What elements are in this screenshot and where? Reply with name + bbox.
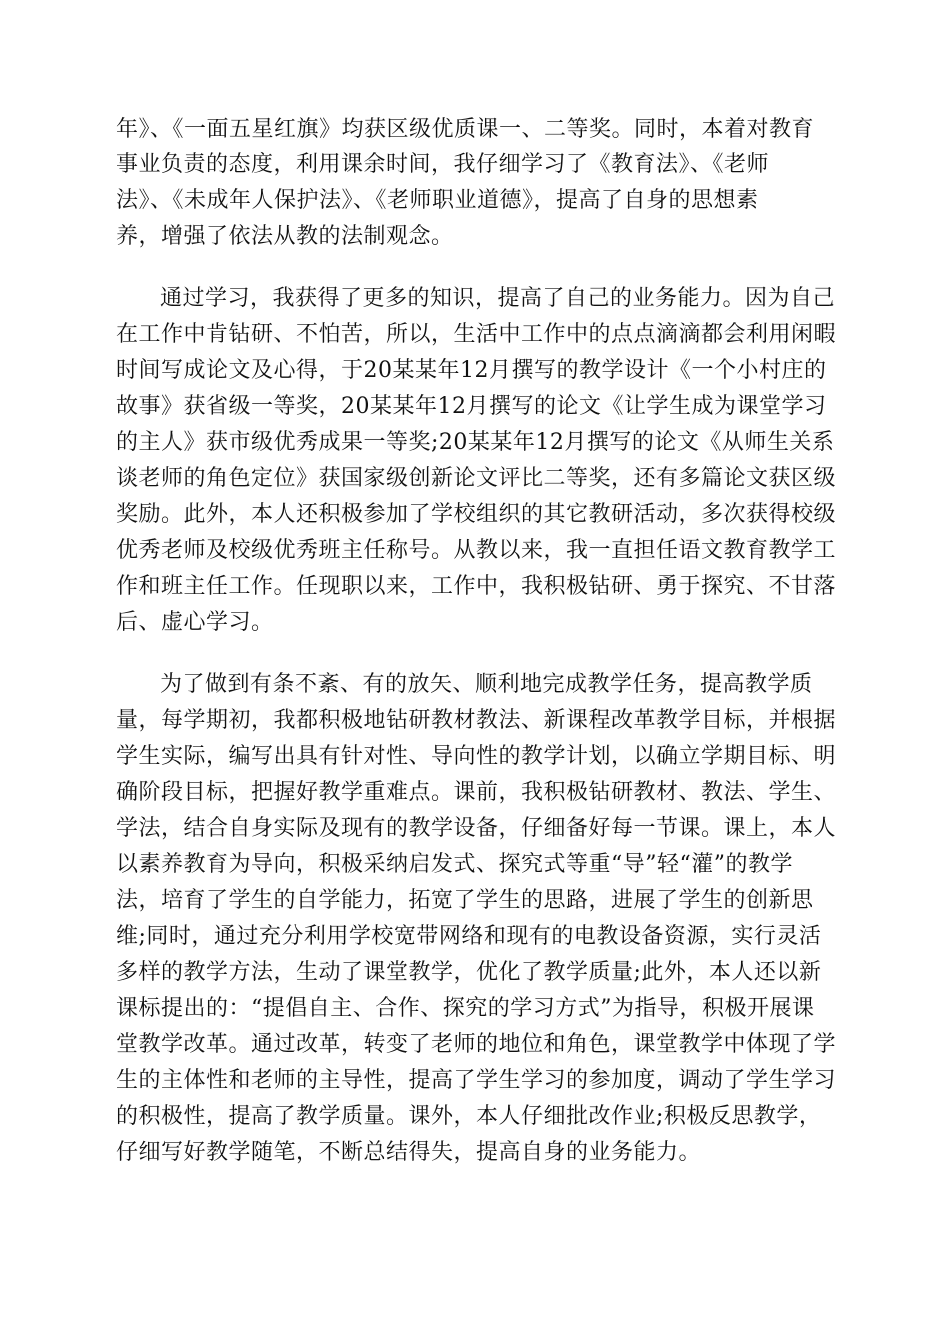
text-line: 学法，结合自身实际及现有的教学设备，仔细备好每一节课。课上，本人 bbox=[116, 816, 837, 841]
text-line: 堂教学改革。通过改革，转变了老师的地位和角色，课堂教学中体现了学 bbox=[116, 1032, 837, 1057]
text-line: 法，培育了学生的自学能力，拓宽了学生的思路，进展了学生的创新思 bbox=[116, 888, 814, 913]
text-line: 的积极性，提高了教学质量。课外，本人仔细批改作业;积极反思教学， bbox=[116, 1104, 822, 1129]
text-line: 谈老师的角色定位》获国家级创新论文评比二等奖，还有多篇论文获区级 bbox=[116, 466, 837, 491]
text-line: 量，每学期初，我都积极地钻研教材教法、新课程改革教学目标，并根据 bbox=[116, 708, 837, 733]
text-line: 课标提出的：“提倡自主、合作、探究的学习方式”为指导，积极开展课 bbox=[116, 996, 815, 1021]
text-line: 仔细写好教学随笔，不断总结得失，提高自身的业务能力。 bbox=[116, 1140, 702, 1165]
text-line: 故事》获省级一等奖，20某某年12月撰写的论文《让学生成为课堂学习 bbox=[116, 394, 827, 419]
text-line: 养，增强了依法从教的法制观念。 bbox=[116, 224, 454, 249]
text-line: 奖励。此外，本人还积极参加了学校组织的其它教研活动，多次获得校级 bbox=[116, 502, 837, 527]
text-line: 的主人》获市级优秀成果一等奖;20某某年12月撰写的论文《从师生关系 bbox=[116, 430, 835, 455]
text-line: 年》、《一面五星红旗》均获区级优质课一、二等奖。同时，本着对教育 bbox=[116, 117, 815, 142]
text-line: 在工作中肯钻研、不怕苦，所以，生活中工作中的点点滴滴都会利用闲暇 bbox=[116, 322, 837, 347]
text-line: 通过学习，我获得了更多的知识，提高了自己的业务能力。因为自己 bbox=[160, 286, 836, 311]
text-line: 事业负责的态度，利用课余时间，我仔细学习了《教育法》、《老师 bbox=[116, 152, 770, 177]
text-line: 时间写成论文及心得，于20某某年12月撰写的教学设计《一个小村庄的 bbox=[116, 358, 827, 383]
text-line: 优秀老师及校级优秀班主任称号。从教以来，我一直担任语文教育教学工 bbox=[116, 538, 837, 563]
text-line: 后、虚心学习。 bbox=[116, 610, 274, 635]
text-line: 学生实际，编写出具有针对性、导向性的教学计划，以确立学期目标、明 bbox=[116, 744, 837, 769]
text-line: 以素养教育为导向，积极采纳启发式、探究式等重“导”轻“灌”的教学 bbox=[116, 852, 793, 877]
text-line: 法》、《未成年人保护法》、《老师职业道德》，提高了自身的思想素 bbox=[116, 188, 759, 213]
text-line: 确阶段目标，把握好教学重难点。课前，我积极钻研教材、教法、学生、 bbox=[116, 780, 837, 805]
text-line: 为了做到有条不紊、有的放矢、顺利地完成教学任务，提高教学质 bbox=[160, 672, 813, 697]
text-line: 作和班主任工作。任现职以来，工作中，我积极钻研、勇于探究、不甘落 bbox=[116, 574, 837, 599]
text-line: 维;同时，通过充分利用学校宽带网络和现有的电教设备资源，实行灵活 bbox=[116, 924, 822, 949]
text-line: 生的主体性和老师的主导性，提高了学生学习的参加度，调动了学生学习 bbox=[116, 1068, 837, 1093]
text-line: 多样的教学方法，生动了课堂教学，优化了教学质量;此外，本人还以新 bbox=[116, 960, 822, 985]
